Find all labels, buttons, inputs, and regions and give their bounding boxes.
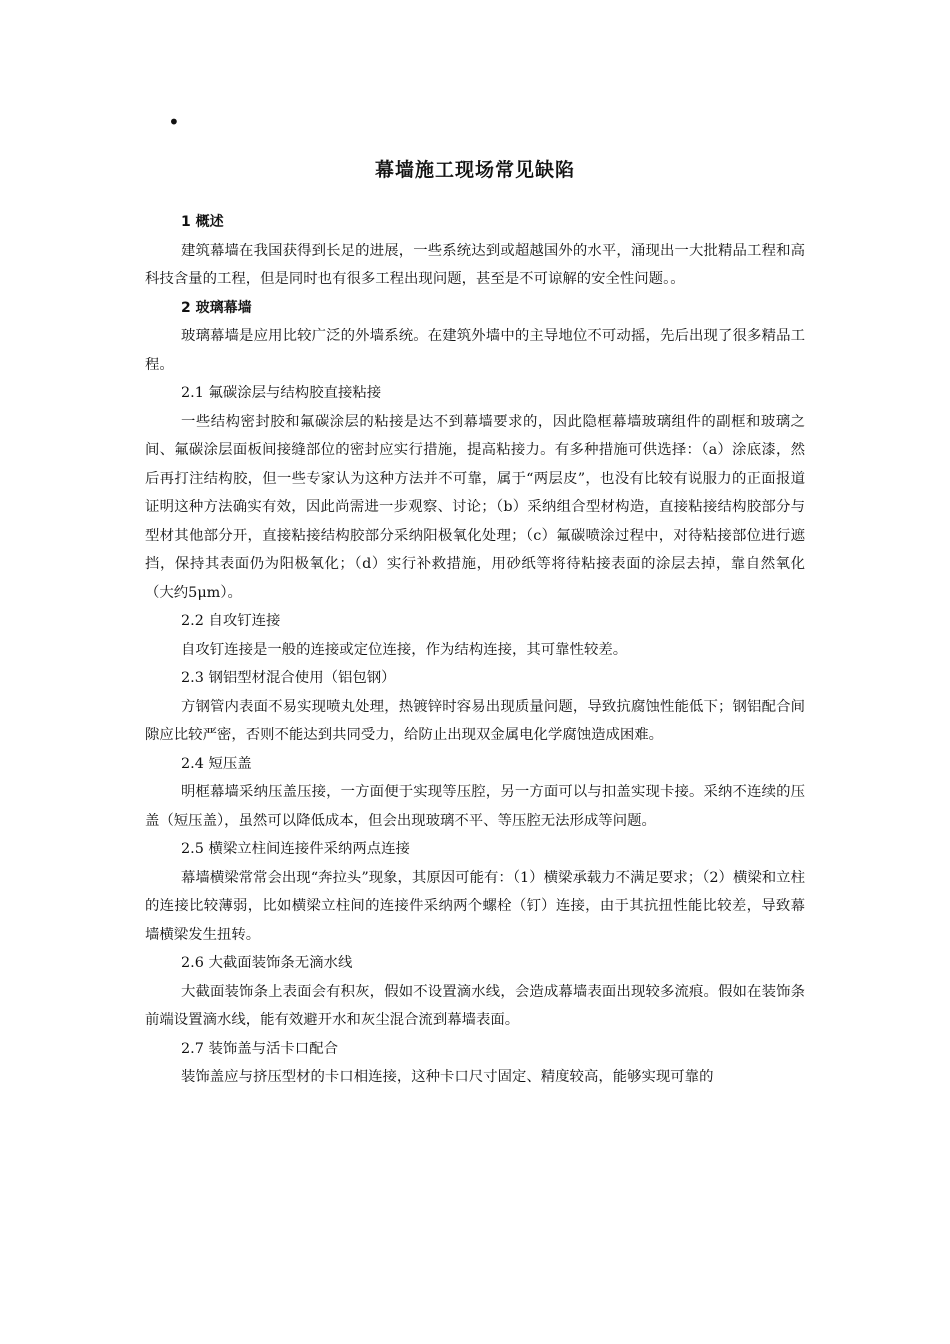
paragraph: 玻璃幕墙是应用比较广泛的外墙系统。在建筑外墙中的主导地位不可动摇，先后出现了很多精品工程。 [145,328,805,373]
page-title: 幕墙施工现场常见缺陷 [374,159,575,181]
subsection-heading: 2.4 短压盖 [181,755,252,772]
paragraph: 幕墙横梁常常会出现“奔拉头”现象，其原因可能有：（1）横梁承载力不满足要求；（2）横梁和立柱的连接比较薄弱，比如横梁立柱间的连接件采纳两个螺栓（钉）连接，由于其抗扭性能比较差，导致幕墙横梁发生扭转。 [145,869,805,943]
section-heading: 1 概述 [181,214,224,230]
document-body [145,208,805,1092]
paragraph: 装饰盖应与挤压型材的卡口相连接，这种卡口尺寸固定、精度较高，能够实现可靠的 [181,1069,714,1085]
section-heading: 2 玻璃幕墙 [181,299,252,316]
subsection-heading: 2.2 自攻钉连接 [181,613,281,629]
subsection-heading: 2.6 大截面装饰条无滴水线 [181,955,353,971]
paragraph: 一些结构密封胶和氟碳涂层的粘接是达不到幕墙要求的，因此隐框幕墙玻璃组件的副框和玻璃之间、氟碳涂层面板间接缝部位的密封应实行措施，提高粘接力。有多种措施可供选择：（a）涂底漆，然后再打注结构胶，但一些专家认为这种方法并不可靠，属于“两层皮”，也没有比较有说服力的正面报道证明这种方法确实有效，因此尚需进一步观察、讨论；（b）采纳组合型材构造，直接粘接结构胶部分与型材其他部分开，直接粘接结构胶部分采纳阳极氧化处理；（c）氟碳喷涂过程中，对待粘接部位进行遮挡，保持其表面仍为阳极氧化；（d）实行补救措施，用砂纸等将待粘接表面的涂层去掉，靠自然氧化（大约5μm）。 [145,413,805,601]
list-bullet: • [168,110,180,134]
subsection-heading: 2.7 装饰盖与活卡口配合 [181,1040,338,1057]
paragraph: 明框幕墙采纳压盖压接，一方面便于实现等压腔，另一方面可以与扣盖实现卡接。采纳不连续的压盖（短压盖），虽然可以降低成本，但会出现玻璃不平、等压腔无法形成等问题。 [145,784,805,829]
subsection-heading: 2.5 横梁立柱间连接件采纳两点连接 [181,841,410,857]
paragraph: 建筑幕墙在我国获得到长足的进展，一些系统达到或超越国外的水平，涌现出一大批精品工程和高科技含量的工程，但是同时也有很多工程出现问题，甚至是不可谅解的安全性问题。。 [145,242,805,287]
subsection-heading: 2.1 氟碳涂层与结构胶直接粘接 [181,385,382,401]
paragraph: 自攻钉连接是一般的连接或定位连接，作为结构连接，其可靠性较差。 [181,641,628,658]
paragraph: 方钢管内表面不易实现喷丸处理，热镀锌时容易出现质量问题，导致抗腐蚀性能低下；钢铝配合间隙应比较严密，否则不能达到共同受力，给防止出现双金属电化学腐蚀造成困难。 [145,698,805,743]
subsection-heading: 2.3 钢铝型材混合使用（铝包钢） [181,670,396,686]
paragraph: 大截面装饰条上表面会有积灰，假如不设置滴水线，会造成幕墙表面出现较多流痕。假如在装饰条前端设置滴水线，能有效避开水和灰尘混合流到幕墙表面。 [145,983,805,1028]
